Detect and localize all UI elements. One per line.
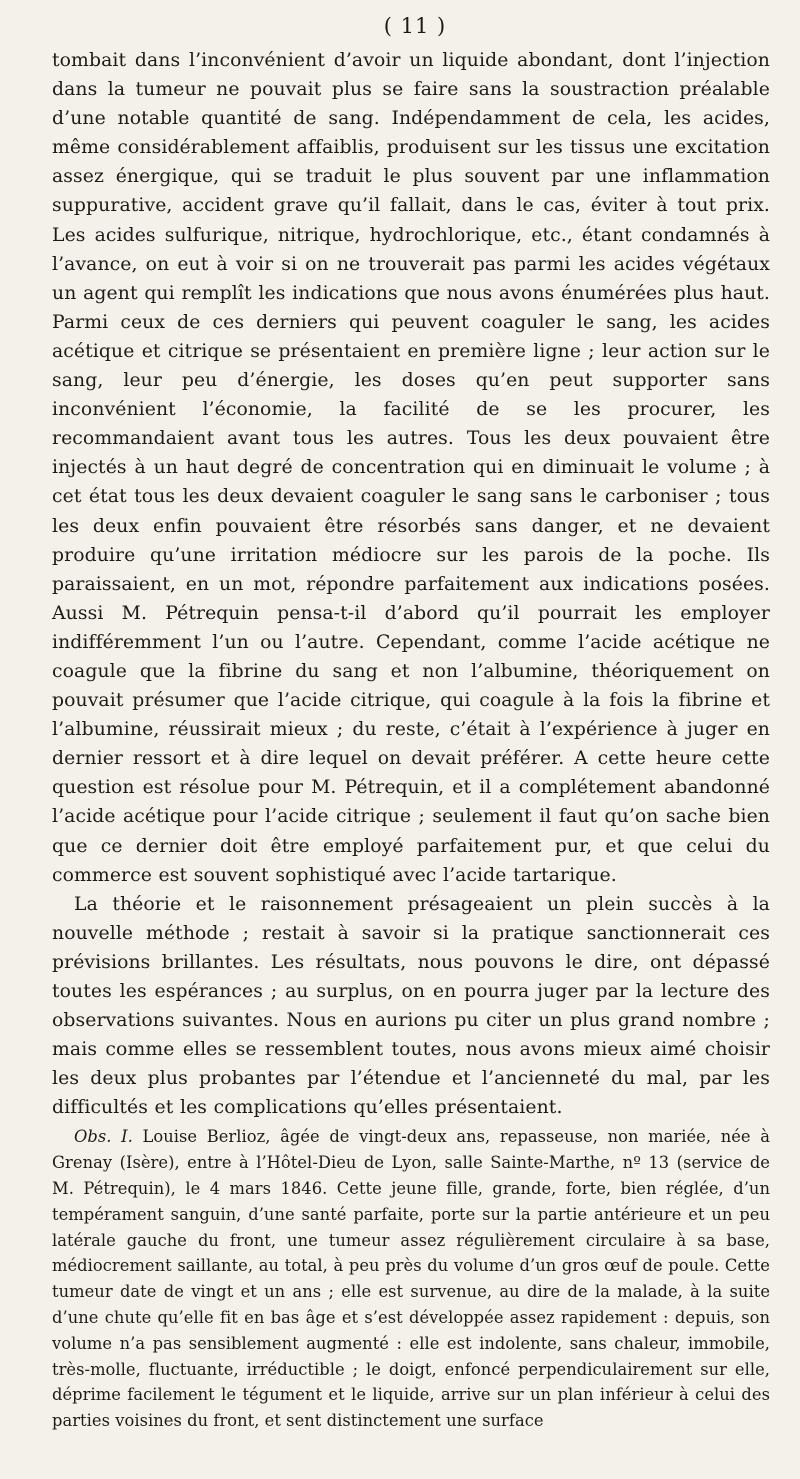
observation-text: Louise Berlioz, âgée de vingt-deux ans, repasseuse, non mariée, née à Grenay (Isère), entre à l’Hôtel-Dieu de Lyon, salle Sainte-Marthe, nº 13 (service de M. Pétrequin), le 4 mars 1846. Cette jeune fille, grande, forte, bien réglée, d’un tempérament sanguin, d’une santé parfaite, porte sur la partie antérieure et un peu latérale gauche du front, une tumeur assez régulièrement circulaire à sa base, médiocrement saillante, au total, à peu près du volume d’un gros œuf de poule. Cette tumeur date de vingt et un ans ; elle est survenue, au dire de la malade, à la suite d’une chute qu’elle fit en bas âge et s’est développée assez rapidement : depuis, son volume n’a pas sensiblement augmenté : elle est indolente, sans chaleur, immobile, très-molle, fluctuante, irréductible ; le doigt, enfoncé perpendiculairement sur elle, déprime facilement le tégument et le liquide, arrive sur un plan inférieur à celui des parties voisines du front, et sent distinctement une surface (52, 1127, 771, 1431)
page-number: ( 11 ) (383, 14, 447, 38)
observation-paragraph (52, 1124, 770, 1434)
body-paragraph-2: La théorie et le raisonnement présageaient un plein succès à la nouvelle méthode ; restait à savoir si la pratique sanctionnerait ces prévisions brillantes. Les résultats, nous pouvons le dire, ont dépassé toutes les espérances ; au surplus, on en pourra juger par la lecture des observations suivantes. Nous en aurions pu citer un plus grand nombre ; mais comme elles se ressemblent toutes, nous avons mieux aimé choisir les deux plus probantes par l’étendue et l’ancienneté du mal, par les difficultés et les complications qu’elles présentaient. (52, 893, 770, 1119)
body-paragraph-1: tombait dans l’inconvénient d’avoir un liquide abondant, dont l’injection dans la tumeur ne pouvait plus se faire sans la soustraction préalable d’une notable quantité de sang. Indépendamment de cela, les acides, même considérablement affaiblis, produisent sur les tissus une excitation assez énergique, qui se traduit le plus souvent par une inflammation suppurative, accident grave qu’il fallait, dans le cas, éviter à tout prix. Les acides sulfurique, nitrique, hydrochlorique, etc., étant condamnés à l’avance, on eut à voir si on ne trouverait pas parmi les acides végétaux un agent qui remplît les indications que nous avons énumérées plus haut. Parmi ceux de ces derniers qui peuvent coaguler le sang, les acides acétique et citrique se présentaient en première ligne ; leur action sur le sang, leur peu d’énergie, les doses qu’en peut supporter sans inconvénient l’économie, la facilité de se les procurer, les recommandaient avant tous les autres. Tous les deux pouvaient être injectés à un haut degré de concentration qui en diminuait le volume ; à cet état tous les deux devaient coaguler le sang sans le carboniser ; tous les deux enfin pouvaient être résorbés sans danger, et ne devaient produire qu’une irritation médiocre sur les parois de la poche. Ils paraissaient, en un mot, répondre parfaitement aux indications posées. Aussi M. Pétrequin pensa-t-il d’abord qu’il pourrait les employer indifféremment l’un ou l’autre. Cependant, comme l’acide acétique ne coagule que la fibrine du sang et non l’albumine, théoriquement on pouvait présumer que l’acide citrique, qui coagule à la fois la fibrine et l’albumine, réussirait mieux ; du reste, c’était à l’expérience à juger en dernier ressort et à dire lequel on devait préférer. A cette heure cette question est résolue pour M. Pétrequin, et il a complétement abandonné l’acide acétique pour l’acide citrique ; seulement il faut qu’on sache bien que ce dernier doit être employé parfaitement pur, et que celui du commerce est souvent sophistiqué avec l’acide tartarique. (52, 50, 770, 886)
observation-label: Obs. I. (74, 1127, 133, 1147)
